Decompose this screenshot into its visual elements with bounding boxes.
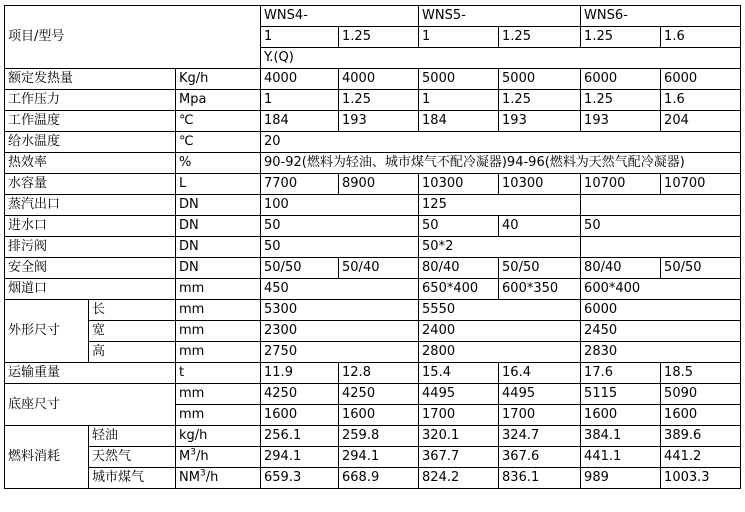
value-cell: 294.1 xyxy=(261,447,339,468)
value-cell: 10300 xyxy=(499,174,581,195)
pressure-cell: 1.25 xyxy=(581,27,661,48)
value-cell: 1 xyxy=(419,90,499,111)
row-unit: DN xyxy=(176,258,261,279)
value-cell: 1 xyxy=(261,90,339,111)
row-group-label: 燃料消耗 xyxy=(5,426,89,489)
unit-base: M xyxy=(179,449,191,464)
row-label: 进水口 xyxy=(5,216,176,237)
value-cell: 10700 xyxy=(581,174,661,195)
value-cell: 7700 xyxy=(261,174,339,195)
value-cell: 1600 xyxy=(339,405,419,426)
row-unit: mm xyxy=(176,405,261,426)
value-cell: 4495 xyxy=(499,384,581,405)
value-cell: 5000 xyxy=(499,69,581,90)
value-cell: 4495 xyxy=(419,384,499,405)
row-fuel-city-gas xyxy=(5,468,741,489)
fuel-suffix: Y.(Q) xyxy=(261,48,741,69)
row-unit: DN xyxy=(176,237,261,258)
row-label: 安全阀 xyxy=(5,258,176,279)
row-fuel-light-oil xyxy=(5,426,741,447)
value-cell: 367.7 xyxy=(419,447,499,468)
row-unit: mm xyxy=(176,321,261,342)
value-cell: 50 xyxy=(261,216,419,237)
boiler-spec-table xyxy=(4,5,741,489)
value-cell: 259.8 xyxy=(339,426,419,447)
row-sublabel: 天然气 xyxy=(89,447,176,468)
value-cell: 1600 xyxy=(581,405,661,426)
value-cell: 50/50 xyxy=(499,258,581,279)
row-working-temperature xyxy=(5,111,741,132)
value-cell: 2400 xyxy=(419,321,581,342)
row-steam-outlet xyxy=(5,195,741,216)
value-cell: 18.5 xyxy=(661,363,741,384)
value-cell: 389.6 xyxy=(661,426,741,447)
value-cell: 1600 xyxy=(261,405,339,426)
value-cell: 5000 xyxy=(419,69,499,90)
model-group-wns4: WNS4- xyxy=(261,6,419,27)
value-cell: 6000 xyxy=(581,300,741,321)
value-cell: 16.4 xyxy=(499,363,581,384)
row-sublabel: 高 xyxy=(89,342,176,363)
value-cell: 324.7 xyxy=(499,426,581,447)
row-label: 蒸汽出口 xyxy=(5,195,176,216)
unit-superscript: 3 xyxy=(199,468,206,479)
row-label: 排污阀 xyxy=(5,237,176,258)
value-cell: 989 xyxy=(581,468,661,489)
row-label: 底座尺寸 xyxy=(5,384,176,426)
value-cell: 5550 xyxy=(419,300,581,321)
value-cell: 650*400 xyxy=(419,279,499,300)
row-label: 运输重量 xyxy=(5,363,176,384)
value-cell: 6000 xyxy=(661,69,741,90)
row-dimensions-width xyxy=(5,321,741,342)
value-cell: 836.1 xyxy=(499,468,581,489)
value-cell: 50/50 xyxy=(661,258,741,279)
value-cell: 1.25 xyxy=(339,90,419,111)
header-label: 项目/型号 xyxy=(5,6,261,69)
value-cell: 256.1 xyxy=(261,426,339,447)
pressure-cell: 1.25 xyxy=(499,27,581,48)
value-cell: 824.2 xyxy=(419,468,499,489)
row-unit: mm xyxy=(176,279,261,300)
row-safety-valve xyxy=(5,258,741,279)
value-cell: 2750 xyxy=(261,342,419,363)
row-water-inlet xyxy=(5,216,741,237)
value-cell: 10300 xyxy=(419,174,499,195)
value-cell: 50 xyxy=(581,216,741,237)
model-group-wns6: WNS6- xyxy=(581,6,741,27)
row-unit xyxy=(176,447,261,468)
value-cell: 5115 xyxy=(581,384,661,405)
value-cell: 367.6 xyxy=(499,447,581,468)
value-cell: 600*350 xyxy=(499,279,581,300)
value-cell: 193 xyxy=(499,111,581,132)
value-cell: 2830 xyxy=(581,342,741,363)
value-cell: 11.9 xyxy=(261,363,339,384)
value-cell: 20 xyxy=(261,132,741,153)
pressure-cell: 1.6 xyxy=(661,27,741,48)
value-cell: 450 xyxy=(261,279,419,300)
row-working-pressure xyxy=(5,90,741,111)
value-cell: 17.6 xyxy=(581,363,661,384)
value-cell: 8900 xyxy=(339,174,419,195)
pressure-cell: 1 xyxy=(419,27,499,48)
value-cell: 4250 xyxy=(261,384,339,405)
value-cell: 2300 xyxy=(261,321,419,342)
value-cell: 50/40 xyxy=(339,258,419,279)
value-cell: 15.4 xyxy=(419,363,499,384)
row-sublabel: 城市煤气 xyxy=(89,468,176,489)
row-transport-weight xyxy=(5,363,741,384)
model-group-wns5: WNS5- xyxy=(419,6,581,27)
value-cell: 125 xyxy=(419,195,581,216)
pressure-cell: 1.25 xyxy=(339,27,419,48)
row-label: 工作温度 xyxy=(5,111,176,132)
value-cell: 659.3 xyxy=(261,468,339,489)
value-cell: 5090 xyxy=(661,384,741,405)
row-label: 烟道口 xyxy=(5,279,176,300)
value-cell: 5300 xyxy=(261,300,419,321)
row-dimensions-height xyxy=(5,342,741,363)
row-unit: ℃ xyxy=(176,132,261,153)
value-cell: 320.1 xyxy=(419,426,499,447)
value-cell: 1600 xyxy=(661,405,741,426)
row-label: 额定发热量 xyxy=(5,69,176,90)
row-unit: L xyxy=(176,174,261,195)
row-sublabel: 轻油 xyxy=(89,426,176,447)
value-cell: 1.25 xyxy=(581,90,661,111)
value-cell: 50 xyxy=(419,216,499,237)
row-unit: kg/h xyxy=(176,426,261,447)
row-sublabel: 长 xyxy=(89,300,176,321)
value-cell: 1700 xyxy=(419,405,499,426)
unit-superscript: 3 xyxy=(190,447,196,458)
row-label: 给水温度 xyxy=(5,132,176,153)
value-cell: 184 xyxy=(419,111,499,132)
value-cell: 384.1 xyxy=(581,426,661,447)
value-cell: 184 xyxy=(261,111,339,132)
value-cell: 12.8 xyxy=(339,363,419,384)
value-cell: 50/50 xyxy=(261,258,339,279)
value-cell: 2800 xyxy=(419,342,581,363)
value-cell: 40 xyxy=(499,216,581,237)
row-label: 水容量 xyxy=(5,174,176,195)
row-fuel-natural-gas xyxy=(5,447,741,468)
row-blowdown-valve xyxy=(5,237,741,258)
row-unit: mm xyxy=(176,300,261,321)
unit-base: NM xyxy=(179,470,200,485)
unit-tail: /h xyxy=(195,449,209,464)
row-unit: DN xyxy=(176,195,261,216)
row-unit: DN xyxy=(176,216,261,237)
value-cell xyxy=(581,237,741,258)
row-unit: % xyxy=(176,153,261,174)
value-cell: 193 xyxy=(339,111,419,132)
value-cell: 1.25 xyxy=(499,90,581,111)
value-cell: 10700 xyxy=(661,174,741,195)
pressure-cell: 1 xyxy=(261,27,339,48)
value-cell: 90-92(燃料为轻油、城市煤气不配冷凝器)94-96(燃料为天然气配冷凝器) xyxy=(261,153,741,174)
value-cell: 1700 xyxy=(499,405,581,426)
value-cell: 441.1 xyxy=(581,447,661,468)
row-flue-outlet xyxy=(5,279,741,300)
value-cell: 80/40 xyxy=(419,258,499,279)
row-rated-evaporation xyxy=(5,69,741,90)
row-base-size-1 xyxy=(5,384,741,405)
value-cell: 50*2 xyxy=(419,237,581,258)
row-unit: mm xyxy=(176,384,261,405)
row-unit xyxy=(176,468,261,489)
header-row-models xyxy=(5,6,741,27)
unit-tail: /h xyxy=(205,470,219,485)
value-cell: 50 xyxy=(261,237,419,258)
value-cell: 100 xyxy=(261,195,419,216)
row-unit: Kg/h xyxy=(176,69,261,90)
value-cell: 668.9 xyxy=(339,468,419,489)
value-cell: 193 xyxy=(581,111,661,132)
row-unit: Mpa xyxy=(176,90,261,111)
row-group-label: 外形尺寸 xyxy=(5,300,89,363)
value-cell: 1003.3 xyxy=(661,468,741,489)
row-unit: mm xyxy=(176,342,261,363)
row-unit: ℃ xyxy=(176,111,261,132)
value-cell: 2450 xyxy=(581,321,741,342)
value-cell: 6000 xyxy=(581,69,661,90)
value-cell xyxy=(581,195,741,216)
value-cell: 204 xyxy=(661,111,741,132)
value-cell: 600*400 xyxy=(581,279,741,300)
row-sublabel: 宽 xyxy=(89,321,176,342)
value-cell: 80/40 xyxy=(581,258,661,279)
row-label: 工作压力 xyxy=(5,90,176,111)
value-cell: 294.1 xyxy=(339,447,419,468)
row-dimensions-length xyxy=(5,300,741,321)
value-cell: 441.2 xyxy=(661,447,741,468)
row-water-capacity xyxy=(5,174,741,195)
value-cell: 4000 xyxy=(261,69,339,90)
value-cell: 1.6 xyxy=(661,90,741,111)
row-label: 热效率 xyxy=(5,153,176,174)
row-thermal-efficiency xyxy=(5,153,741,174)
value-cell: 4000 xyxy=(339,69,419,90)
row-unit: t xyxy=(176,363,261,384)
value-cell: 4250 xyxy=(339,384,419,405)
row-feedwater-temperature xyxy=(5,132,741,153)
